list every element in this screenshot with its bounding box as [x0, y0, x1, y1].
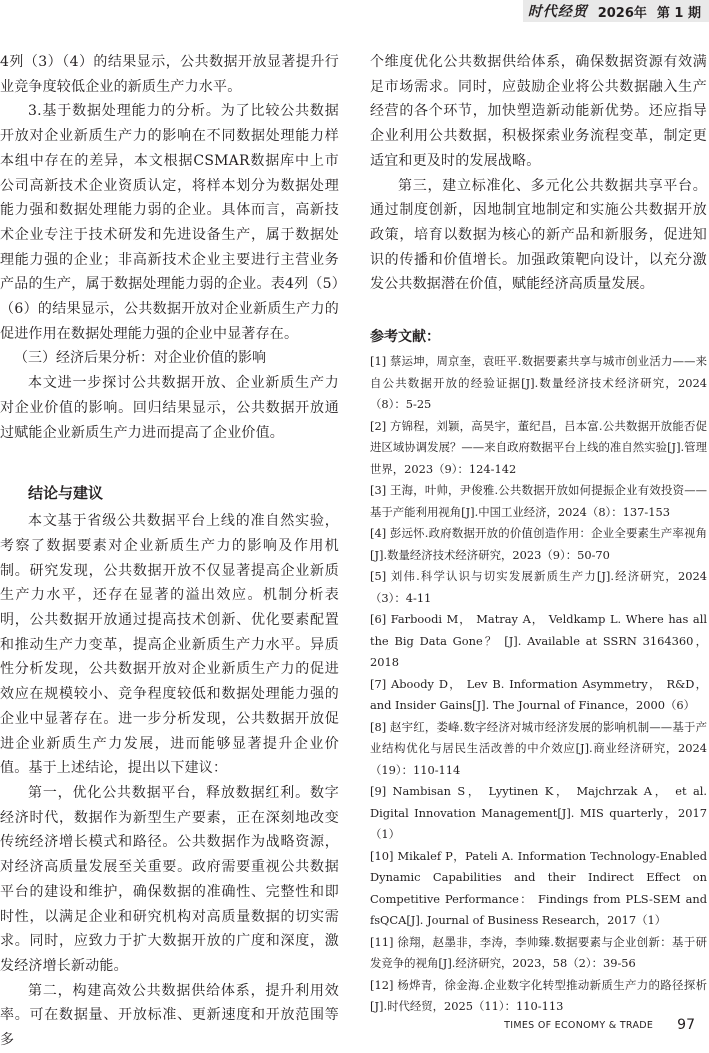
page-number: 97: [677, 1017, 695, 1033]
paragraph: 本文基于省级公共数据平台上线的准自然实验，考察了数据要素对企业新质生产力的影响及作用机制。研究发现，公共数据开放不仅显著提高企业新质生产力水平，还存在显著的溢出效应。机制分析表明，公共数据开放通过提高技术创新、优化要素配置和推动生产力变革，提高企业新质生产力水平。异质性分析发现，公共数据开放对企业新质生产力的促进效应在规模较小、竞争程度较低和数据处理能力强的企业中显著存在。进一步分析发现，公共数据开放促进企业新质生产力发展，进而能够显著提升企业价值。基于上述结论，提出以下建议：: [0, 513, 339, 777]
paragraph: 第二，构建高效公共数据供给体系，提升利用效率。可在数据量、开放标准、更新速度和开放范围等多: [0, 982, 339, 1049]
paragraph: 4列（3）（4）的结果显示，公共数据开放显著提升行业竞争度较低企业的新质生产力水平。: [0, 54, 339, 95]
reference-item: [1] 蔡运坤，周京奎，袁旺平.数据要素共享与城市创业活力——来自公共数据开放的经验证据[J].数量经济技术经济研究，2024（8）：5-25: [370, 354, 707, 412]
reference-item: [10] Mikalef P，Pateli A. Information Technology-Enabled Dynamic Capabilities and their Indirect Effect on Competitive Performance： Findings from PLS-SEM and fsQCA[J]. Journal of Business Research，2017（1）: [370, 848, 707, 928]
journal-brand: 时代经贸: [527, 4, 588, 20]
journal-english-name: TIMES OF ECONOMY & TRADE: [504, 1019, 654, 1031]
header-year: 2026年: [597, 5, 647, 21]
reference-item: [11] 徐翔，赵墨非，李涛，李帅臻.数据要素与企业创新：基于研发竞争的视角[J].经济研究，2023，58（2）：39-56: [370, 934, 707, 971]
reference-item: [2] 方锦程，刘颖，高昊宇，董纪昌，吕本富.公共数据开放能否促进区域协调发展？——来自政府数据平台上线的准自然实验[J].管理世界，2023（9）：124-142: [370, 418, 707, 476]
paragraph: 第一，优化公共数据平台，释放数据红利。数字经济时代，数据作为新型生产要素，正在深刻地改变传统经济增长模式和路径。公共数据作为战略资源，对经济高质量发展至关重要。政府需要重视公共数据平台的建设和维护，确保数据的准确性、完整性和即时性，以满足企业和研究机构对高质量数据的切实需求。同时，应致力于扩大数据开放的广度和深度，激发经济增长新动能。: [0, 784, 339, 974]
reference-list: [370, 351, 707, 1018]
right-column: [370, 50, 707, 1014]
header-issue: 第 1 期: [656, 5, 701, 21]
subsection-heading: （三）经济后果分析：对企业价值的影响: [14, 350, 266, 367]
reference-item: [6] Farboodi M， Matray A， Veldkamp L. Where has all the Big Data Gone？ [J]. Available at SSRN 3164360， 2018: [370, 612, 707, 670]
reference-item: [4] 彭远怀.政府数据开放的价值创造作用：企业全要素生产率视角[J].数量经济技术经济研究，2023（9）：50-70: [370, 526, 707, 562]
reference-item: [3] 王海，叶帅，尹俊雅.公共数据开放如何提振企业有效投资——基于产能利用视角[J].中国工业经济，2024（8）：137-153: [370, 483, 707, 519]
paragraph: 3.基于数据处理能力的分析。为了比较公共数据开放对企业新质生产力的影响在不同数据处理能力样本组中存在的差异，本文根据CSMAR数据库中上市公司高新技术企业资质认定，将样本划分为数据处理能力强和数据处理能力弱的企业。具体而言，高新技术企业专注于技术研发和先进设备生产，属于数据处理能力强的企业；非高新技术企业主要进行主营业务产品的生产，属于数据处理能力弱的企业。表4列（5）（6）的结果显示，公共数据开放对企业新质生产力的促进作用在数据处理能力强的企业中显著存在。: [0, 103, 339, 342]
paragraph: 第三，建立标准化、多元化公共数据共享平台。通过制度创新，因地制宜地制定和实施公共数据开放政策，培育以数据为核心的新产品和新服务，促进知识的传播和价值增长。加强政策靶向设计，以充分激发公共数据潜在价值，赋能经济高质量发展。: [370, 177, 707, 293]
reference-item: [9] Nambisan S， Lyytinen K， Majchrzak A， et al. Digital Innovation Management[J]. MIS quarterly，2017（1）: [370, 784, 707, 842]
reference-item: [12] 杨烨青，徐金海.企业数字化转型推动新质生产力的路径探析[J].时代经贸，2025（11）：110-113: [370, 977, 707, 1014]
reference-item: [5] 刘伟.科学认识与切实发展新质生产力[J].经济研究，2024（3）：4-11: [370, 569, 707, 605]
reference-item: [8] 赵宇红，娄峰.数字经济对城市经济发展的影响机制——基于产业结构优化与居民生活改善的中介效应[J].商业经济研究，2024（19）：110-114: [370, 719, 707, 777]
paragraph: 本文进一步探讨公共数据开放、企业新质生产力对企业价值的影响。回归结果显示，公共数据开放通过赋能企业新质生产力进而提高了企业价值。: [0, 375, 339, 441]
page-footer: [504, 1017, 695, 1033]
section-heading: 结论与建议: [28, 484, 104, 503]
reference-item: [7] Aboody D， Lev B. Information Asymmetry， R&D， and Insider Gains[J]. The Journal of Finance，2000（6）: [370, 676, 707, 713]
paragraph: 个维度优化公共数据供给体系，确保数据资源有效满足市场需求。同时，应鼓励企业将公共数据融入生产经营的各个环节，加快塑造新动能新优势。还应指导企业利用公共数据，积极探索业务流程变革，制定更适宜和更及时的发展战略。: [370, 54, 707, 169]
running-header: [523, 0, 709, 22]
references-heading: 参考文献：: [370, 329, 440, 346]
left-column: [0, 50, 339, 1049]
